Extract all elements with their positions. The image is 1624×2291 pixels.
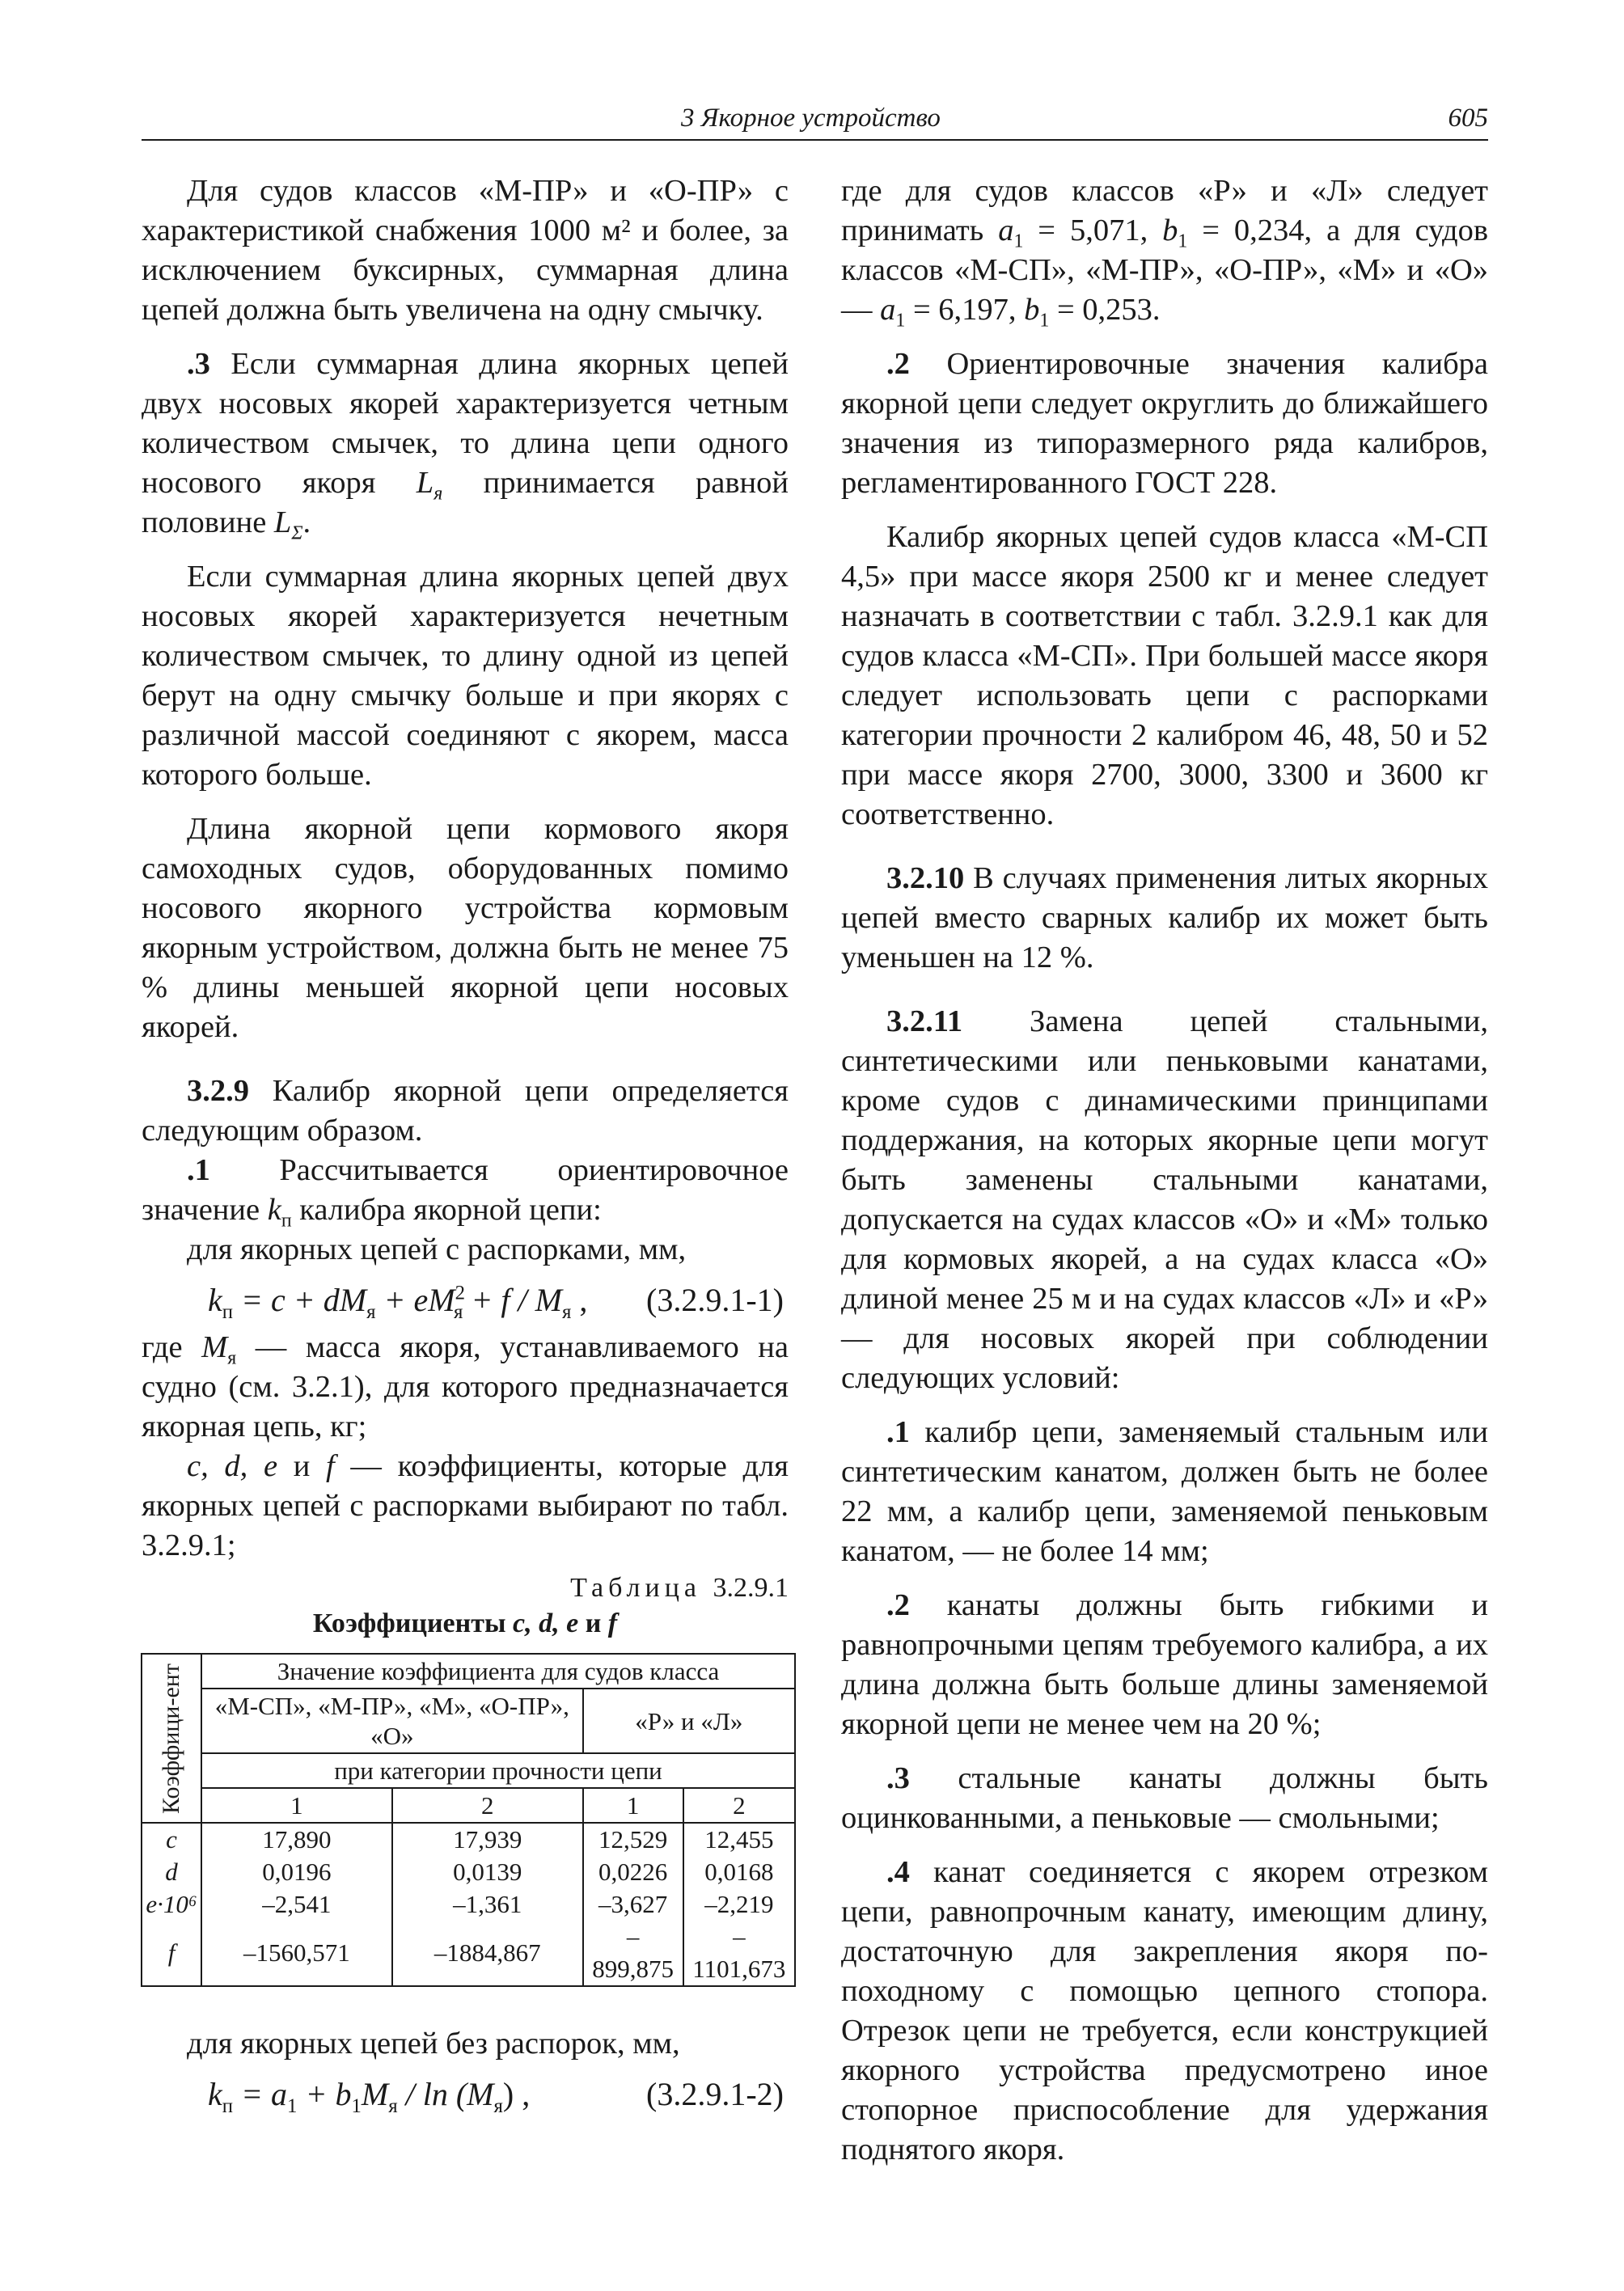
paragraph: для якорных цепей без распорок, мм, [187, 2027, 680, 2061]
item-label: .3 [886, 1761, 910, 1795]
paragraph: где $M_я$ — масса якоря, устанавливаемого на судно (см. 3.2.1), для которого предназначается якорная цепь, кг; [142, 1330, 789, 1443]
section-number: 3.2.10 [886, 861, 965, 895]
paragraph: .3 стальные канаты должны быть оцинкованными, а пеньковые — смольными; [841, 1761, 1488, 1835]
formula-number: (3.2.9.1-1) [646, 1282, 784, 1318]
chapter-title: 3 Якорное устройство [681, 104, 941, 133]
table-category: 1 [201, 1788, 392, 1823]
item-label: .2 [886, 1588, 910, 1622]
variable: L [273, 505, 292, 539]
table-category: 2 [392, 1788, 583, 1823]
paragraph: c, d, e и f — коэффициенты, которые для якорных цепей с распорками выбирают по табл. 3.2.9.1; [142, 1449, 789, 1562]
formula-expression: $k_п = c + dM_я + eM^2_я + f / M_я$ , [208, 1282, 588, 1323]
paragraph: где для судов классов «Р» и «Л» следует принимать $a_1 = 5,071$, $b_1 = 0,234$, а для судов классов «М-СП», «М-ПР», «О-ПР», «М» и «О» — $a_1 = 6,197$, $b_1 = 0,253$. [841, 174, 1489, 332]
table-caption: Таблица 3.2.9.1 [570, 1573, 789, 1603]
variable: c, d, e [187, 1449, 278, 1483]
table-group-header: «Р» и «Л» [583, 1689, 795, 1753]
table-row: f –1560,571 –1884,867 –899,875 –1101,673 [142, 1921, 795, 1986]
table-corner-header: Коэффици-ент [142, 1654, 201, 1823]
table-row: c 17,890 17,939 12,529 12,455 [142, 1823, 795, 1856]
table-header: Значение коэффициента для судов класса [201, 1654, 795, 1689]
section-paragraph: 3.2.9 Калибр якорной цепи определяется следующим образом. [142, 1074, 789, 1148]
left-column [142, 171, 789, 2122]
table-row: d 0,0196 0,0139 0,0226 0,0168 [142, 1856, 795, 1888]
table-category: 1 [583, 1788, 683, 1823]
paragraph: Для судов классов «М-ПР» и «О-ПР» с характеристикой снабжения 1000 м² и более, за исключением буксирных, суммарная длина цепей должна быть увеличена на одну смычку. [142, 174, 789, 327]
variable: k [267, 1193, 281, 1227]
table-subheader: при категории прочности цепи [201, 1753, 795, 1788]
variable: f [326, 1449, 335, 1483]
variable: L [416, 466, 434, 500]
section-paragraph: 3.2.11 Замена цепей стальными, синтетическими или пеньковыми канатами, кроме судов с динамическими принципами поддержания, на которых якорные цепи могут быть заменены стальными канатами, допускается на судах классов «О» и «М» только для кормовых якорей, а на судах класса «О» длиной менее 25 м и на судах классов «Л» и «Р» — для носовых якорей при соблюдении следующих условий: [841, 1004, 1488, 1395]
paragraph: .3 Если суммарная длина якорных цепей двух носовых якорей характеризуется четным количеством смычек, то длина цепи одного носового якоря $L_я$ принимается равной половине $L_\Sigma$. [142, 347, 789, 544]
section-number: 3.2.9 [187, 1074, 249, 1108]
paragraph: .1 Рассчитывается ориентировочное значение $k_п$ калибра якорной цепи: [142, 1153, 789, 1232]
paragraph: Если суммарная длина якорных цепей двух носовых якорей характеризуется нечетным количеством смычек, то длину одной из цепей берут на одну смычку больше и при якорях с различной массой соединяют с якорем, масса которого больше. [142, 560, 789, 792]
table-category: 2 [683, 1788, 795, 1823]
table-row: e·10⁶ –2,541 –1,361 –3,627 –2,219 [142, 1888, 795, 1921]
paragraph: .1 калибр цепи, заменяемый стальным или синтетическим канатом, должен быть не более 22 мм, а калибр цепи, заменяемой пеньковым канатом, — не более 14 мм; [841, 1415, 1488, 1568]
item-label: .4 [886, 1855, 910, 1889]
item-label: .1 [187, 1153, 210, 1187]
coefficient-table [141, 1653, 796, 1987]
paragraph: .4 канат соединяется с якорем отрезком цепи, равнопрочным канату, имеющим длину, достаточную для закрепления якоря по-походному с помощью цепного стопора. Отрезок цепи не требуется, если конструкцией якорного устройства предусмотрено иное стопорное приспособление для удержания поднятого якоря. [841, 1855, 1488, 2166]
paragraph: Калибр якорных цепей судов класса «М-СП 4,5» при массе якоря 2500 кг и менее следует назначать в соответствии с табл. 3.2.9.1 как для судов класса «М-СП». При большей массе якоря следует использовать цепи с распорками категории прочности 2 калибром 46, 48, 50 и 52 при массе якоря 2700, 3000, 3300 и 3600 кг соответственно. [841, 520, 1488, 831]
item-label: .2 [886, 347, 910, 381]
paragraph: Длина якорной цепи кормового якоря самоходных судов, оборудованных помимо носового якорного устройства кормовым якорным устройством, должна быть не менее 75 % длины меньшей якорной цепи носовых якорей. [142, 812, 789, 1044]
item-label: .3 [187, 347, 210, 381]
table-group-header: «М-СП», «М-ПР», «М», «О-ПР», «О» [201, 1689, 583, 1753]
formula-expression: $k_п = a_1 + b_1M_я / \ln (M_я)$ , [208, 2076, 531, 2117]
section-number: 3.2.11 [886, 1004, 963, 1038]
formula-number: (3.2.9.1-2) [646, 2076, 784, 2112]
formula-3-2-9-1-2 [142, 2070, 789, 2119]
page-number: 605 [1448, 104, 1488, 133]
section-paragraph: 3.2.10 В случаях применения литых якорных цепей вместо сварных калибр их может быть уменьшен на 12 %. [841, 861, 1488, 974]
table-title: Коэффициенты c, d, e и f [312, 1608, 618, 1638]
variable: M [201, 1330, 228, 1364]
paragraph: для якорных цепей с распорками, мм, [187, 1232, 687, 1266]
right-column [841, 171, 1488, 2170]
paragraph: .2 Ориентировочные значения калибра якорной цепи следует округлить до ближайшего значения из типоразмерного ряда калибров, регламентированного ГОСТ 228. [841, 347, 1488, 500]
item-label: .1 [886, 1415, 910, 1449]
formula-3-2-9-1-1 [142, 1276, 789, 1325]
paragraph: .2 канаты должны быть гибкими и равнопрочными цепям требуемого калибра, а их длина должна быть больше длины заменяемой якорной цепи не менее чем на 20 %; [841, 1588, 1488, 1741]
running-header [142, 102, 1488, 141]
